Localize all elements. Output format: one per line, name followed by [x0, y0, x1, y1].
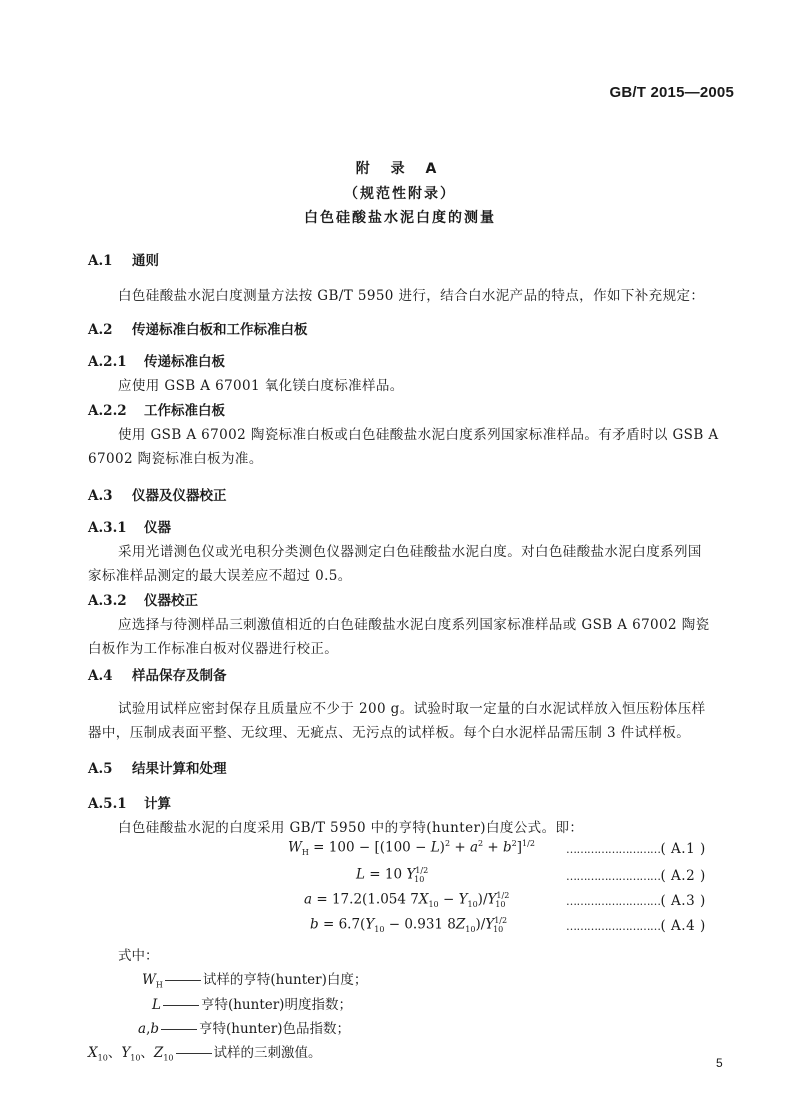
section-title: 工作标准白板: [144, 403, 225, 419]
formula-a2: L = 10 $Y^{1/2}_{10}$: [356, 866, 429, 885]
section-title: 传递标准白板: [144, 354, 225, 370]
em-dash: [163, 1005, 199, 1006]
legend-item-l: L 亨特(hunter)明度指数；: [152, 997, 352, 1013]
paragraph-a4-line1: 试验用试样应密封保存且质量应不少于 200 g。试验时取一定量的白水泥试样放入恒压粉体压样: [118, 701, 706, 717]
section-number: A.3: [88, 488, 113, 504]
section-heading-a22: [88, 399, 225, 419]
paragraph-a4-line2: 器中，压制成表面平整、无纹理、无疵点、无污点的试样板。每个白水泥样品需压制 3 件试样板。: [88, 725, 691, 741]
legend-intro: 式中：: [118, 948, 159, 964]
standard-number: GB/T 2015—2005: [609, 84, 734, 101]
em-dash: [165, 980, 201, 981]
section-number: A.2.1: [88, 354, 127, 370]
paragraph-a21: 应使用 GSB A 67001 氧化镁白度标准样品。: [118, 378, 404, 394]
section-heading-a51: [88, 792, 171, 812]
paragraph-a22-line2: 67002 陶瓷标准白板为准。: [88, 451, 263, 467]
section-number: A.1: [88, 253, 113, 269]
paragraph-a51: 白色硅酸盐水泥的白度采用 GB/T 5950 中的亨特(hunter)白度公式。即：: [118, 820, 584, 836]
formula-a4: $b = 6.7(Y_{10} - 0.931$ $8Z_{10})/Y^{1/2}_{10}$: [310, 916, 508, 935]
section-number: A.3.1: [88, 520, 127, 536]
paragraph-a1: 白色硅酸盐水泥白度测量方法按 GB/T 5950 进行，结合白水泥产品的特点，作如下补充规定：: [118, 288, 705, 304]
paragraph-a31-line2: 家标准样品测定的最大误差应不超过 0.5。: [88, 568, 352, 584]
paragraph-a22-line1: 使用 GSB A 67002 陶瓷标准白板或白色硅酸盐水泥白度系列国家标准样品。有矛盾时以 GSB A: [118, 427, 719, 443]
legend-item-wh: $W_H$ 试样的亨特(hunter)白度；: [142, 972, 368, 990]
section-title: 仪器校正: [144, 593, 198, 609]
page-number: 5: [716, 1056, 723, 1070]
section-title: 仪器及仪器校正: [132, 488, 227, 504]
section-heading-a1: [88, 249, 159, 269]
section-heading-a21: [88, 350, 225, 370]
section-number: A.5: [88, 761, 113, 777]
equation-number-a1: ………………………( A.1 ): [566, 841, 706, 857]
section-title: 传递标准白板和工作标准白板: [132, 322, 308, 338]
paragraph-a32-line1: 应选择与待测样品三刺激值相近的白色硅酸盐水泥白度系列国家标准样品或 GSB A 67002 陶瓷: [118, 617, 710, 633]
section-title: 仪器: [144, 520, 171, 536]
section-heading-a31: [88, 516, 171, 536]
section-heading-a4: [88, 664, 227, 684]
section-heading-a3: [88, 484, 227, 504]
paragraph-a32-line2: 白板作为工作标准白板对仪器进行校正。: [88, 641, 339, 657]
formula-a3: a = 17.2(1.054 $7X_{10} - Y_{10})/Y^{1/2}_{10}$: [304, 891, 510, 910]
formula-a1: $W_H = 100 - [(100 - L)^2 + a^2 + b^2]^{1/2}$: [288, 839, 535, 858]
section-number: A.3.2: [88, 593, 127, 609]
equation-number-a4: ………………………( A.4 ): [566, 918, 706, 934]
legend-item-ab: a,b 亨特(hunter)色品指数；: [138, 1021, 351, 1037]
section-heading-a2: [88, 318, 308, 338]
equation-number-a3: ………………………( A.3 ): [566, 893, 706, 909]
section-title: 结果计算和处理: [132, 761, 227, 777]
section-heading-a5: [88, 757, 227, 777]
section-heading-a32: [88, 589, 198, 609]
em-dash: [161, 1029, 197, 1030]
annex-title: 附 录 A: [355, 161, 445, 177]
section-number: A.2.2: [88, 403, 127, 419]
annex-name: 白色硅酸盐水泥白度的测量: [304, 210, 496, 226]
equation-number-a2: ………………………( A.2 ): [566, 868, 706, 884]
annex-type: （规范性附录）: [344, 186, 456, 202]
section-number: A.2: [88, 322, 113, 338]
section-number: A.4: [88, 668, 113, 684]
legend-item-xyz: $X_{10}$、$Y_{10}$、$Z_{10}$ 试样的三刺激值。: [88, 1045, 322, 1063]
em-dash: [176, 1053, 212, 1054]
section-title: 样品保存及制备: [132, 668, 227, 684]
section-number: A.5.1: [88, 796, 127, 812]
paragraph-a31-line1: 采用光谱测色仪或光电积分类测色仪器测定白色硅酸盐水泥白度。对白色硅酸盐水泥白度系列国: [118, 544, 702, 560]
section-title: 通则: [132, 253, 159, 269]
section-title: 计算: [144, 796, 171, 812]
